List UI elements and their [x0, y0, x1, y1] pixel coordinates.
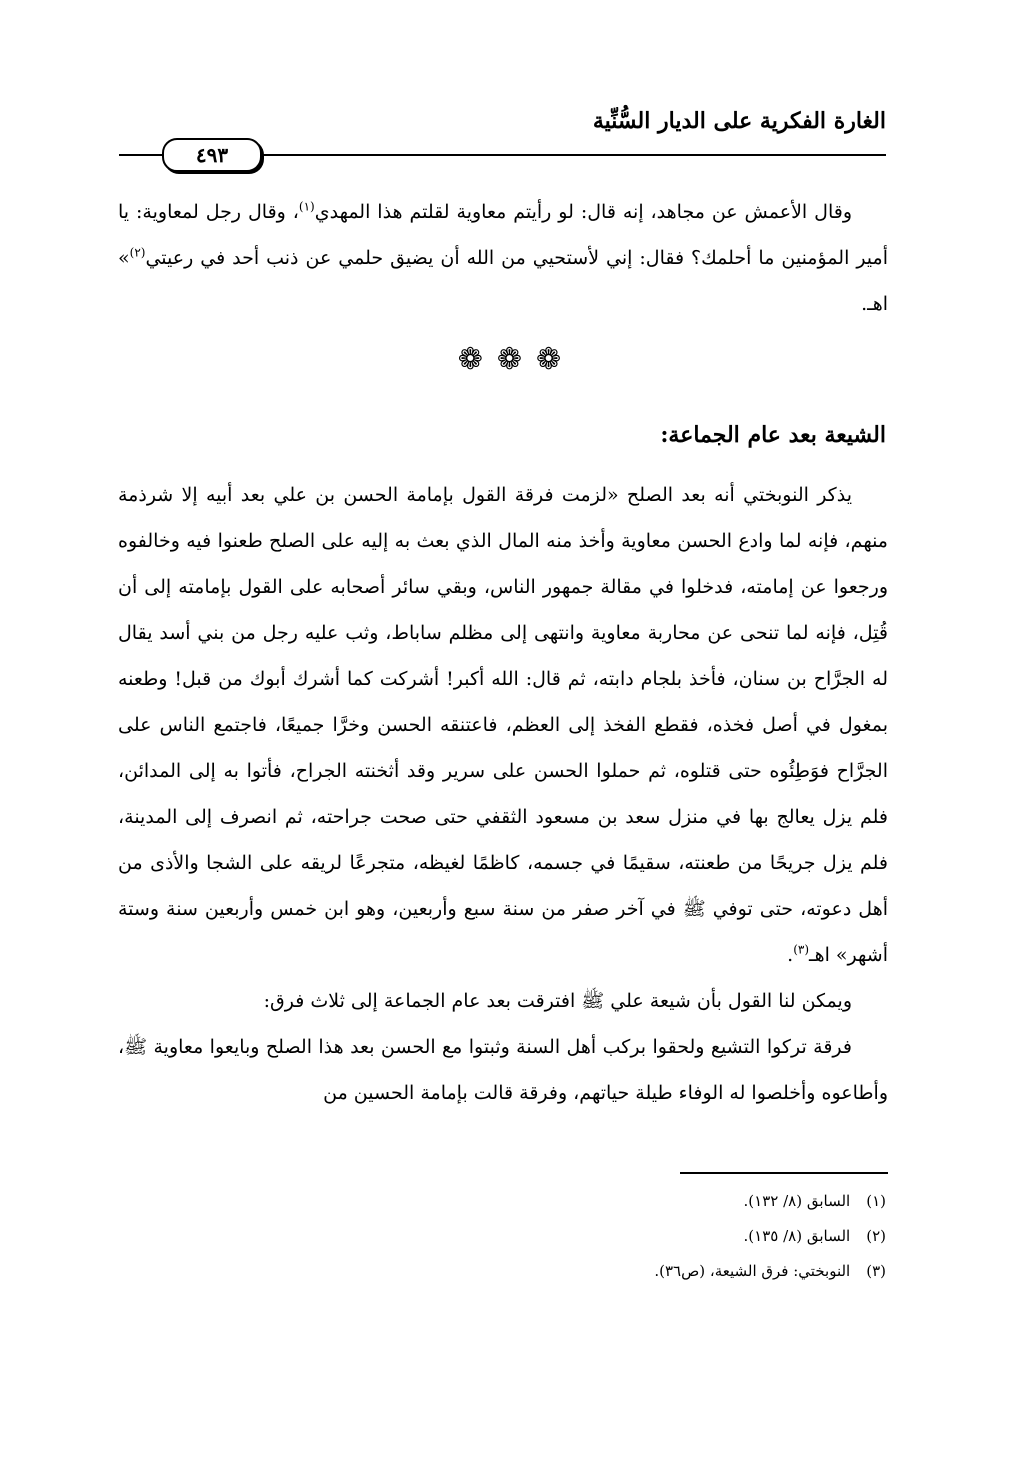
section-paragraph-1 — [118, 472, 888, 978]
footnote-ref-1: (١) — [298, 199, 315, 214]
footnote-number: (٢) — [866, 1227, 886, 1245]
section-paragraph-3: فرقة تركوا التشيع ولحقوا بركب أهل السنة وثبتوا مع الحسن بعد هذا الصلح وبايعوا معاوية ﷺ، وأطاعوه وأخلصوا له الوفاء طيلة حياتهم، وفرقة قالت بإمامة الحسين من — [118, 1036, 888, 1104]
footnotes — [286, 1188, 886, 1293]
footnote — [286, 1223, 886, 1250]
intro-text-3: » اهـ. — [118, 247, 888, 315]
section-body — [118, 472, 888, 1116]
intro-paragraph — [118, 189, 888, 327]
footnote — [286, 1188, 886, 1215]
footnote-text: السابق (٨/ ١٣٢). — [743, 1192, 851, 1210]
footnote-number: (٣) — [866, 1262, 886, 1280]
intro-block — [118, 189, 888, 327]
section-heading: الشيعة بعد عام الجماعة: — [660, 422, 886, 448]
page-number: ٤٩٣ — [162, 138, 262, 172]
running-title: الغارة الفكرية على الديار السُّنِّية — [592, 108, 886, 134]
section-divider-ornament: ❁❁❁ — [457, 342, 576, 377]
footnote-text: السابق (٨/ ١٣٥). — [743, 1227, 851, 1245]
footnote-text: النوبختي: فرق الشيعة، (ص٣٦). — [654, 1262, 851, 1280]
intro-text-1: وقال الأعمش عن مجاهد، إنه قال: لو رأيتم معاوية لقلتم هذا المهدي — [314, 201, 852, 223]
footnote-ref-3: (٣) — [793, 942, 810, 957]
footnote-ref-2: (٢) — [129, 245, 146, 260]
section-paragraph-1-text: يذكر النوبختي أنه بعد الصلح «لزمت فرقة القول بإمامة الحسن بن علي بعد أبيه إلا شرذمة منهم، فإنه لما وادع الحسن معاوية وأخذ منه المال الذي بعث به إليه على الصلح طعنوا فيه وخالفوه ورجعوا عن إمامته، فدخلوا في مقالة جمهور الناس، وبقي سائر أصحابه على القول بإمامته إلى أن قُتِل، فإنه لما تنحى عن محاربة معاوية وانتهى إلى مظلم ساباط، وثب عليه رجل من بني أسد يقال له الجرَّاح بن سنان، فأخذ بلجام دابته، ثم قال: الله أكبر! أشركت كما أشرك أبوك من قبل! وطعنه بمغول في أصل فخذه، فقطع الفخذ إلى العظم، فاعتنقه الحسن وخرَّا جميعًا، فاجتمع الناس على الجرَّاح فوَطِئُوه حتى قتلوه، ثم حملوا الحسن على سرير وقد أثخنته الجراح، فأتوا به إلى المدائن، فلم يزل يعالج بها في منزل سعد بن مسعود الثقفي حتى صحت جراحته، ثم انصرف إلى المدينة، فلم يزل جريحًا من طعنته، سقيمًا في جسمه، كاظمًا لغيظه، متجرعًا لريقه على الشجا والأذى من أهل دعوته، حتى توفي ﷺ في آخر صفر من سنة سبع وأربعين، وهو ابن خمس وأربعين سنة وستة أشهر» اهـ — [118, 484, 888, 966]
intro-text-2: ، وقال رجل لمعاوية: يا أمير المؤمنين ما أحلمك؟ فقال: إني لأستحيي من الله أن يضيق حلمي عن ذنب أحد في رعيتي — [118, 201, 888, 269]
section-paragraph-2: ويمكن لنا القول بأن شيعة علي ﷺ افترقت بعد عام الجماعة إلى ثلاث فرق: — [263, 990, 852, 1012]
footnote-number: (١) — [866, 1192, 886, 1210]
section-paragraph-1-end: . — [787, 944, 794, 966]
footnote-rule — [680, 1172, 888, 1174]
footnote — [286, 1258, 886, 1285]
